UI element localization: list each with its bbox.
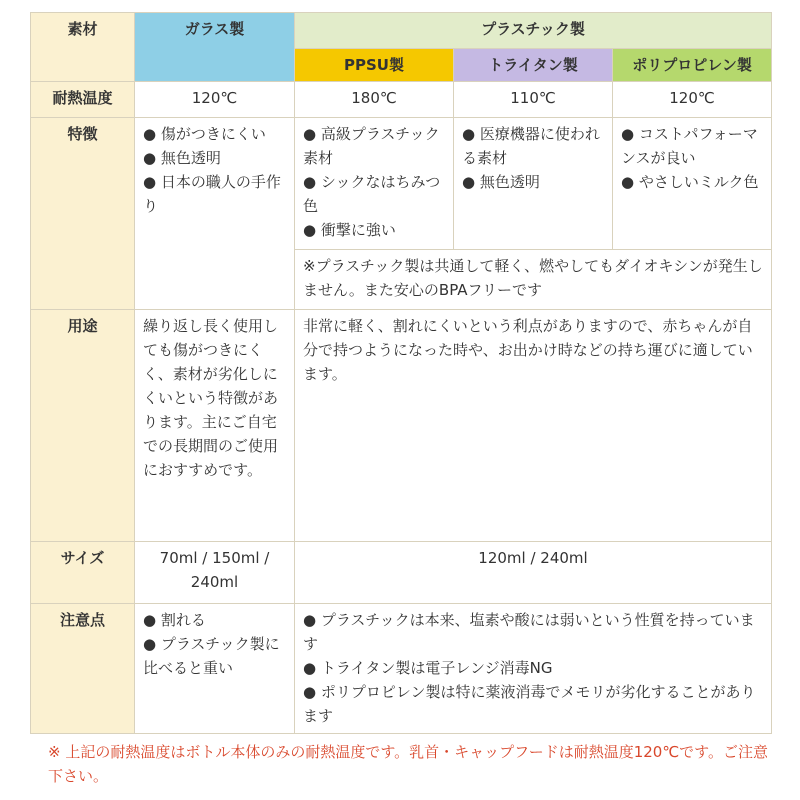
heat-glass: 120℃ bbox=[135, 82, 295, 118]
glass-header: ガラス製 bbox=[135, 13, 295, 82]
features-row bbox=[31, 118, 772, 250]
plastic-header: プラスチック製 bbox=[295, 13, 772, 49]
caution-item: ● プラスチックは本来、塩素や酸には弱いという性質を持っています bbox=[303, 611, 755, 653]
header-row-top bbox=[31, 13, 772, 49]
feature-item: ● コストパフォーマンスが良い bbox=[621, 125, 758, 167]
features-tritan bbox=[454, 118, 613, 250]
usage-glass: 繰り返し長く使用しても傷がつきにくく、素材が劣化しにくいという特徴があります。主にご自宅での長期間のご使用におすすめです。 bbox=[135, 310, 295, 542]
features-ppsu bbox=[295, 118, 454, 250]
heat-ppsu: 180℃ bbox=[295, 82, 454, 118]
pp-header: ポリプロピレン製 bbox=[613, 49, 772, 82]
size-row bbox=[31, 542, 772, 604]
feature-item: ● 高級プラスチック素材 bbox=[303, 125, 440, 167]
caution-row bbox=[31, 604, 772, 734]
heat-label: 耐熱温度 bbox=[31, 82, 135, 118]
material-label: 素材 bbox=[31, 13, 135, 82]
caution-item: ● プラスチック製に比べると重い bbox=[143, 635, 280, 677]
heat-pp: 120℃ bbox=[613, 82, 772, 118]
feature-item: ● やさしいミルク色 bbox=[621, 173, 759, 191]
caution-item: ● ポリプロピレン製は特に薬液消毒でメモリが劣化することがあります bbox=[303, 683, 756, 725]
feature-item: ● 衝撃に強い bbox=[303, 221, 396, 239]
plastic-common-note: ※プラスチック製は共通して軽く、燃やしてもダイオキシンが発生しません。また安心のBPAフリーです bbox=[295, 250, 772, 310]
feature-item: ● 日本の職人の手作り bbox=[143, 173, 281, 215]
usage-row bbox=[31, 310, 772, 542]
heat-tritan: 110℃ bbox=[454, 82, 613, 118]
feature-item: ● 無色透明 bbox=[462, 173, 540, 191]
heat-row bbox=[31, 82, 772, 118]
bottle-comparison-table bbox=[30, 12, 772, 734]
feature-item: ● シックなはちみつ色 bbox=[303, 173, 441, 215]
feature-item: ● 医療機器に使われる素材 bbox=[462, 125, 600, 167]
caution-glass bbox=[135, 604, 295, 734]
heat-footnote: ※ 上記の耐熱温度はボトル本体のみの耐熱温度です。乳首・キャップフードは耐熱温度120℃です。ご注意下さい。 bbox=[48, 743, 768, 785]
features-label: 特徴 bbox=[31, 118, 135, 310]
ppsu-header: PPSU製 bbox=[295, 49, 454, 82]
size-label: サイズ bbox=[31, 542, 135, 604]
feature-item: ● 無色透明 bbox=[143, 149, 221, 167]
tritan-header: トライタン製 bbox=[454, 49, 613, 82]
features-glass bbox=[135, 118, 295, 310]
caution-label: 注意点 bbox=[31, 604, 135, 734]
caution-item: ● 割れる bbox=[143, 611, 206, 629]
feature-item: ● 傷がつきにくい bbox=[143, 125, 266, 143]
features-pp bbox=[613, 118, 772, 250]
size-plastic: 120ml / 240ml bbox=[295, 542, 772, 604]
size-glass: 70ml / 150ml / 240ml bbox=[135, 542, 295, 604]
caution-plastic bbox=[295, 604, 772, 734]
caution-item: ● トライタン製は電子レンジ消毒NG bbox=[303, 659, 553, 677]
usage-label: 用途 bbox=[31, 310, 135, 542]
usage-plastic: 非常に軽く、割れにくいという利点がありますので、赤ちゃんが自分で持つようになった時や、お出かけ時などの持ち運びに適しています。 bbox=[295, 310, 772, 542]
